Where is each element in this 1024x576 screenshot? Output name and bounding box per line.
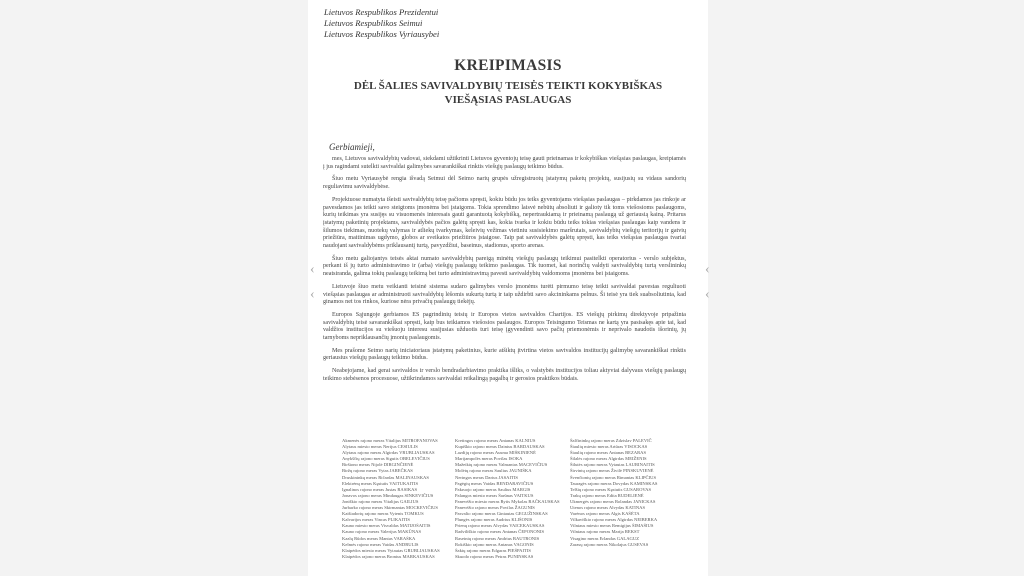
- signatory-name: Kupiškio rajono meras Dainius BARDAUSKAS: [455, 444, 545, 450]
- subtitle-line: DĖL ŠALIES SAVIVALDYBIŲ TEISĖS TEIKTI KOKYBIŠKAS: [353, 80, 663, 92]
- letter-body: [323, 141, 686, 389]
- signatory-name: Mažeikių rajono meras Valmantas MACEVIČIUS: [455, 462, 548, 468]
- signatory-name: Pakruojo rajono meras Saulius MARGIS: [455, 486, 531, 492]
- signatories-column-1: [342, 438, 440, 560]
- signatory-name: Klaipėdos rajono meras Bronius MARKAUSKAS: [342, 553, 435, 559]
- signatory-name: Klaipėdos miesto meras Vytautas GRUBLIAUSKAS: [342, 547, 440, 553]
- signatory-name: Kauno rajono meras Valerijus MAKŪNAS: [342, 529, 422, 535]
- signatory-name: Vilniaus rajono meras Marija REKST: [570, 529, 640, 535]
- paragraph: mes, Lietuvos savivaldybių vadovai, siekdami užtikrinti Lietuvos gyventojų teisę gauti prieinamas ir kokybiškas viešąsias paslaugas, kreipiamės į jus ragindami sutelkti savivaldai galimybes savarankiškai rinktis viešųjų paslaugų teikimo būdus.: [323, 156, 686, 170]
- document-title: KREIPIMASIS: [454, 57, 562, 74]
- document-subtitle: [308, 79, 708, 107]
- signatory-name: Akmenės rajono meras Vitalijus MITROFANOVAS: [342, 438, 438, 443]
- signatory-name: Šakių rajono meras Edgaras PIEŠPAITIS: [455, 547, 531, 553]
- signatory-name: Skuodo rajono meras Petras PUNINSKAS: [455, 553, 534, 559]
- document-page: [308, 0, 708, 576]
- signatory-name: Šilutės rajono meras Vytautas LAURINAITIS: [570, 462, 655, 468]
- signatory-name: Kauno miesto meras Visvaldas MATIJOŠAITIS: [342, 523, 431, 529]
- signatory-name: Prienų rajono meras Alvydas VAICEKAUSKAS: [455, 523, 545, 529]
- signatory-name: Lazdijų rajono meras Ausma MIŠKINIENĖ: [455, 450, 536, 456]
- signatory-name: Alytaus miesto meras Nerijus CESIULIS: [342, 444, 418, 450]
- signatory-name: Ignalinos rajono meras Justas RASIKAS: [342, 486, 418, 492]
- paragraph: Neabejojame, kad gerai savivaldos ir verslo bendradarbiavimo praktika išliks, o valstybės institucijos toliau aktyviai dalyvaus viešųjų paslaugų teikimo stebėsenos procesuose, užtikrindamos savivaldai reikalingą pagalbą ir gerosios praktikos būdais.: [323, 368, 686, 382]
- signatory-name: Šiaulių miesto meras Artūras VISOCKAS: [570, 444, 648, 450]
- page-edge-mark: ‹: [705, 262, 710, 277]
- signatory-name: Birštono meras Nijolė DIRGINČIENĖ: [342, 462, 414, 468]
- signatory-name: Šalčininkų rajono meras Zdzislav PALEVIČ: [570, 438, 652, 443]
- signatory-name: Kalvarijos meras Vincas PLIKAITIS: [342, 517, 410, 523]
- paragraph: Lietuvoje šiuo metu veikianti teisinė sistema sudaro galimybes verslo įmonėms turėti pirmumo teisę teikti savivaldai pavestas reguliuoti viešąsias paslaugas ar administruoti savivaldybių lėšomis sukurtą turtą ir taip uždirbti savo akcininkams pelnus. Ši teisė yra tiek suabsoliutinta, kad ginamos net tos rinkos, kuriose nėra privačių paslaugų tiekėjų.: [323, 283, 686, 306]
- paragraph: Mes prašome Seimo narių iniciatoriaus įstatymų paketinius, kurie atšiktų įtvirtina vietos savivaldos institucijų galimybę savarankiškai rinktis geriausius viešųjų paslaugų teikimo būdus.: [323, 347, 686, 362]
- signatory-name: Švenčionių rajono meras Rimantas KLIPČIUS: [570, 474, 656, 480]
- signatory-name: Trakų rajono meras Edita RUDELIENĖ: [570, 492, 644, 498]
- signatories-column-2: [455, 438, 560, 560]
- signatory-name: Panevėžio miesto meras Rytis Mykolas RAČKAUSKAS: [455, 498, 560, 504]
- signatory-name: Anykščių rajono meras Sigutis OBELEVIČIUS: [342, 456, 430, 462]
- paragraph: Projektuose numatyta išeisti savivaldybių teisę pačioms spręsti, kokiu būdu jos teiks gyventojams viešąsias paslaugas – pirkdamos jas rinkoje ar pavesdamos jas teikti savo steigtoms įmonėms bei įstaigoms. Tokia sprendimo laisvė nebūtų absoliuti ir galioty tik toms viešosioms paslaugoms, kurių teikimas yra susijęs su visuomenės interesais gauti garantuotą kokybišką, nepertraukiamą ir prieinamą paslaugą už geriausią kainą. Pritarus įstatymų paketinių projektams, savivaldybės pačios galėtų spręsti kas, kokia tvarka ir kokiu būdu teiks tokias viešąsias paslaugas kaip vandens ir šilumos tiekimas, nuotekų valymas ir atliekų tvarkymas, keleivių vežimas vietiniu susisiekimo maršrutais, savivaldybių viešųjų teritorijų ir gatvių priežiūra, maitinimas ugdymo, globos ar sveikatos priežiūros įstaigose. Taip pat savivaldybės galėtų spręsti, kas teiks viešąsias paslaugas tvariai naudojant savivaldybėms priklausantį turtą, pavyzdžiui, baseinus, stadionus, sporto arenas.: [323, 196, 686, 250]
- signatory-name: Visagino meras Erlandas GALAGUZ: [570, 535, 639, 541]
- signatory-name: Jurbarko rajono meras Skirmantas MOCKEVIČIUS: [342, 505, 438, 511]
- signatory-name: Zarasų rajono meras Nikolajus GUSEVAS: [570, 541, 649, 547]
- addressee-list: [324, 7, 439, 40]
- signatory-name: Vilkaviškio rajono meras Algirdas NEIBERKA: [570, 517, 658, 523]
- signatory-name: Marijampolės meras Povilas ISOKA: [455, 456, 523, 462]
- signatory-name: Radviliškio rajono meras Antanas ČEPONONIS: [455, 529, 545, 535]
- page-edge-mark: ‹: [310, 287, 315, 302]
- signatory-name: Tauragės rajono meras Dovydas KAMINSKAS: [570, 480, 658, 486]
- page-edge-mark: ‹: [310, 262, 315, 277]
- signatory-name: Plungės rajono meras Audrius KLIŠONIS: [455, 517, 533, 523]
- paragraph: Šiuo metu Vyriausybė rengia išvadą Seimui dėl Seimo narių grupės užregistruotų įstatymų paketų projektų, susijusių su vidaus sandorių reguliavimu savivaldybėse.: [323, 176, 686, 191]
- signatory-name: Rokiškio rajono meras Antanas VAGONIS: [455, 541, 534, 547]
- page-edge-mark: ‹: [705, 287, 710, 302]
- signatory-name: Neringos meras Darius JASAITIS: [455, 474, 518, 480]
- signatory-name: Molėtų rajono meras Saulius JAUNIŠKA: [455, 468, 532, 474]
- addressee-line: Lietuvos Respublikos Seimui: [324, 18, 423, 28]
- signatory-name: Šilalės rajono meras Algirdas MEIŽENIS: [570, 456, 647, 462]
- signatory-name: Panevėžio rajono meras Povilas ŽAGUNIS: [455, 505, 535, 511]
- signatory-name: Utenos rajono meras Alvydas KATINAS: [570, 505, 646, 511]
- signatory-name: Raseinių rajono meras Andrius BAUTRONIS: [455, 535, 540, 541]
- signatory-name: Kaišiadorių rajono meras Vytenis TOMKUS: [342, 511, 424, 517]
- signatory-name: Pasvalio rajono meras Gintautas GEGUŽINSKAS: [455, 511, 548, 517]
- signatory-name: Širvintų rajono meras Živilė PINSKUVIENĖ: [570, 468, 654, 474]
- signatory-name: Vilniaus miesto meras Remigijus ŠIMAŠIUS: [570, 523, 654, 529]
- greeting: Gerbiamieji,: [329, 142, 375, 152]
- addressee-line: Lietuvos Respublikos Prezidentui: [324, 7, 439, 17]
- paragraph: Šiuo metu galiojantys teisės aktai numato savivaldybių pareigą minėtų viešųjų paslaugų teikimui pasitelkti operatorius - verslo subjektus, perkant iš jų turto administravimo ir (arba) viešųjų paslaugų teikimo paslaugas. Tik tuomet, kai norinčių valdyti savivaldybių turtą verslininkų neatsiranda, galima tokių paslaugų teikimą bei turto administravimą pavesti savivaldybių valdomoms įmonėms bei įstaigoms.: [323, 255, 686, 278]
- signatory-name: Kretingos rajono meras Antanas KALNIUS: [455, 438, 536, 443]
- signatory-name: Varėnos rajono meras Algis KAŠĖTA: [570, 511, 640, 517]
- paragraph: Europos Sąjungoje gerbiamos ES pagrindinių teisių ir Europos vietos savivaldos Chartijos. ES viešųjų pirkimų direktyvoje pripažinta savivaldybių teisė savarankiškai spręsti, kaip bus teikiamos viešosios paslaugos. Europos Teisingumo Teismas ne kartą yra pasisakęs apie tai, kad valdžios institucijos su viešuoju interesu susijusias užduotis turi teisę įgyvendinti savo pačių priemonėmis ir neprivalo naudotis išorinių, jų tarnyboms nepriklausančių įmonių paslaugomis.: [323, 311, 686, 342]
- signatory-name: Telšių rajono meras Kęstutis GUSAROVAS: [570, 486, 652, 492]
- signatory-name: Palangos miesto meras Šarūnas VAITKUS: [455, 492, 534, 498]
- signatory-name: Joniškio rajono meras Vitalijus GAILIUS: [342, 498, 419, 504]
- subtitle-line: VIEŠĄSIAS PASLAUGAS: [444, 94, 572, 106]
- signatory-name: Elektrėnų meras Kęstutis VAITUKAITIS: [342, 480, 418, 486]
- signatory-name: Alytaus rajono meras Algirdas VRUBLIAUSKAS: [342, 450, 435, 456]
- addressee-line: Lietuvos Respublikos Vyriausybei: [324, 29, 440, 39]
- signatory-name: Druskininkų meras Ričardas MALINAUSKAS: [342, 474, 429, 480]
- signatory-name: Šiaulių rajono meras Antanas BEZARAS: [570, 450, 647, 456]
- signatory-name: Biržų rajono meras Vytas JAREČKAS: [342, 468, 413, 474]
- signatories-column-3: [570, 438, 657, 548]
- signatory-name: Ukmergės rajono meras Rolandas JANICKAS: [570, 498, 656, 504]
- signatory-name: Kelmės rajono meras Vaidas ANDRULIS: [342, 541, 419, 547]
- signatory-name: Kazlų Rūdos meras Mantas VARAŠKA: [342, 535, 416, 541]
- signatory-name: Pagėgių meras Vaidas BENDARAVIČIUS: [455, 480, 534, 486]
- signatory-name: Jonavos rajono meras Mindaugas SINKEVIČIUS: [342, 492, 434, 498]
